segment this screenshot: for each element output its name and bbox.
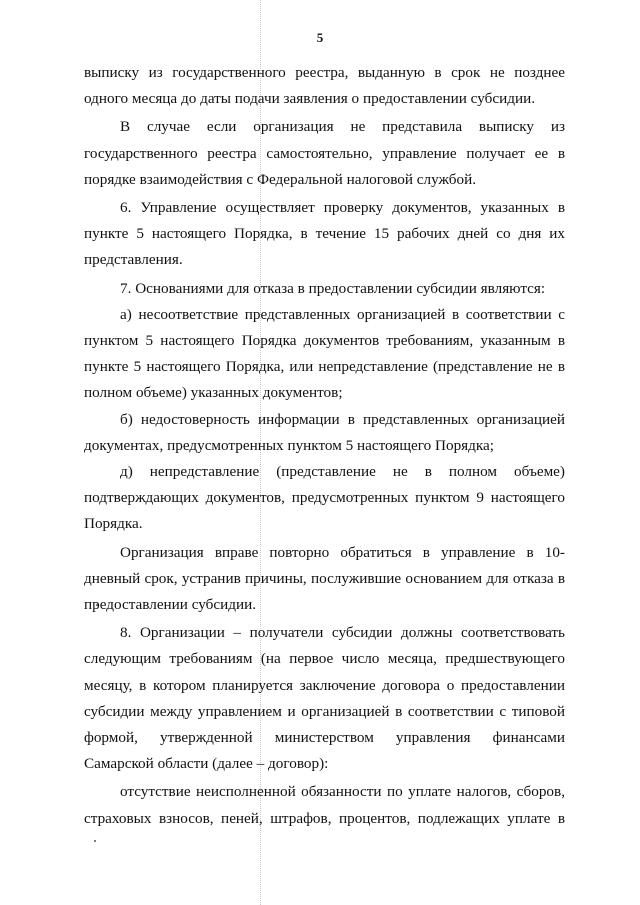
scan-speck — [94, 840, 96, 842]
paragraph-7b: б) недостоверность информации в представленных организацией документах, предусмотренных пунктом 5 настоящего Порядка; — [84, 410, 565, 454]
paragraph-7a: а) несоответствие представленных организацией в соответствии с пунктом 5 настоящего Порядка документов требованиям, указанным в пункте 5 настоящего Порядка, или непредставление (представление не в полном объеме) указанных документов; — [84, 305, 565, 402]
paragraph-8: 8. Организации – получатели субсидии должны соответствовать следующим требованиям (на первое число месяца, предшествующего месяцу, в котором планируется заключение договора о предоставлении субсидии между управлением и организацией в соответствии с типовой формой, утвержденной министерством управления финансами Самарской области (далее – договор): — [84, 624, 565, 773]
paragraph-case-not-submitted: В случае если организация не представила выписку из государственного реестра самостоятельно, управление получает ее в порядке взаимодействия с Федеральной налоговой службой. — [84, 118, 565, 188]
paragraph-8-requirement-1: отсутствие неисполненной обязанности по уплате налогов, сборов, страховых взносов, пеней, штрафов, процентов, подлежащих уплате в — [84, 783, 565, 827]
document-body — [84, 60, 565, 832]
paragraph-reapply: Организация вправе повторно обратиться в управление в 10-дневный срок, устранив причины, послужившие основанием для отказа в предоставлении субсидии. — [84, 543, 565, 614]
paragraph-continuation: выписку из государственного реестра, выданную в срок не позднее одного месяца до даты подачи заявления о предоставлении субсидии. — [84, 64, 565, 108]
paragraph-7: 7. Основаниями для отказа в предоставлении субсидии являются: — [120, 279, 546, 297]
paragraph-7d: д) непредставление (представление не в полном объеме) подтверждающих документов, предусмотренных пунктом 9 настоящего Порядка. — [84, 463, 565, 533]
page-number: 5 — [316, 30, 324, 45]
paragraph-6: 6. Управление осуществляет проверку документов, указанных в пункте 5 настоящего Порядка, в течение 15 рабочих дней со дня их представления. — [84, 199, 565, 269]
